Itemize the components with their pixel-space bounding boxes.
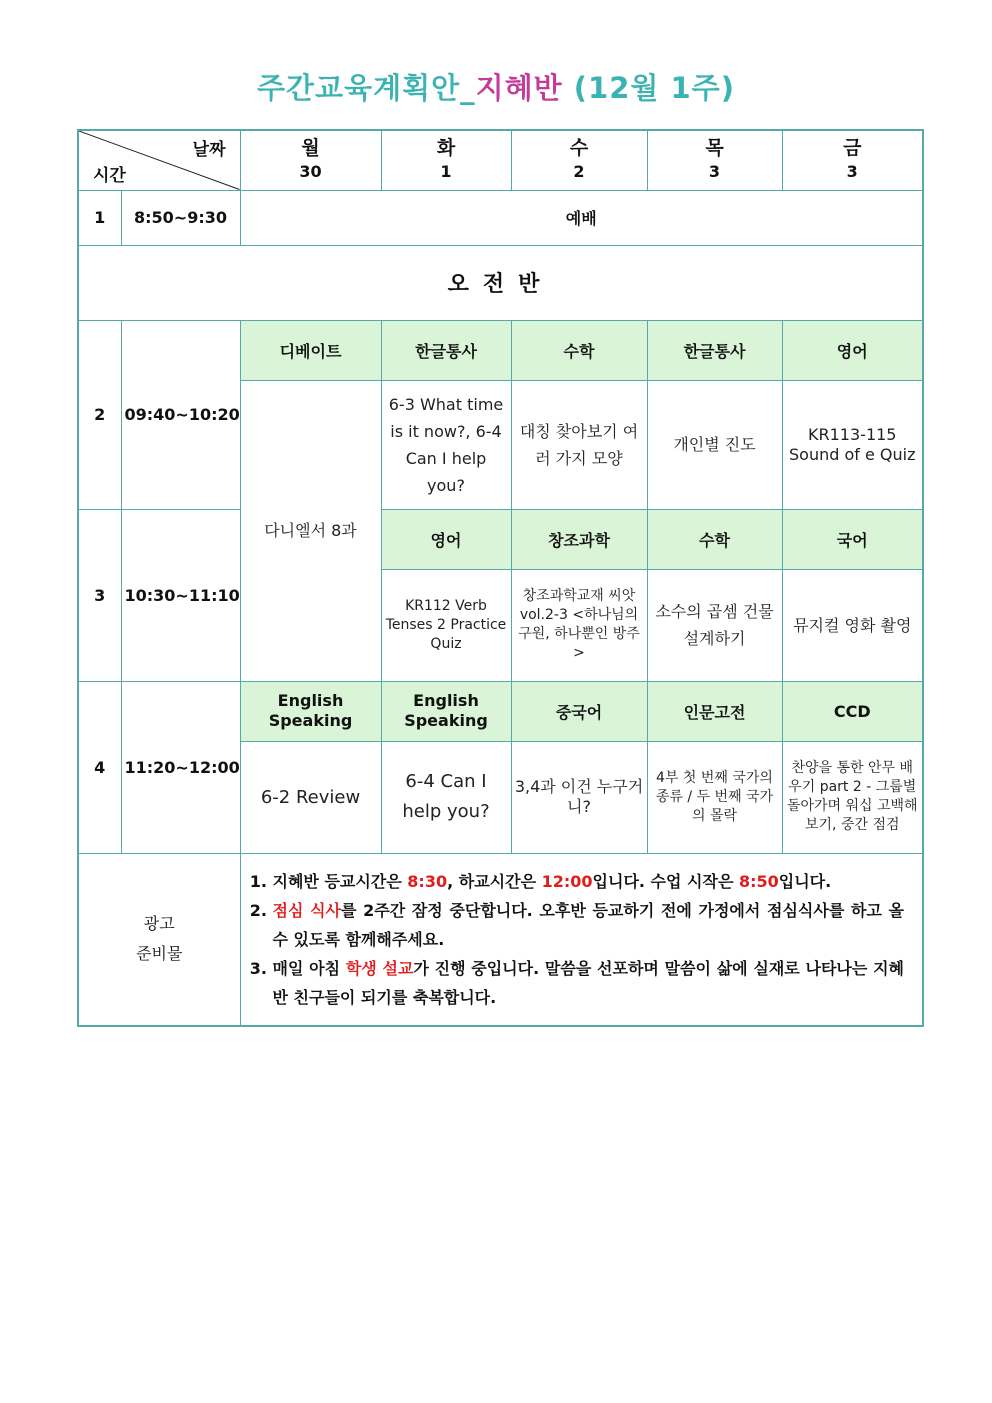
section-row (78, 245, 923, 320)
period-number: 2 (78, 320, 121, 509)
subject-cell: 한글통사 (381, 320, 511, 380)
notice-row (78, 853, 923, 1026)
period-3-subject-row (78, 509, 923, 569)
subject-cell: 창조과학 (511, 509, 647, 569)
title-week: (12월 1주) (562, 71, 735, 105)
content-cell: 다니엘서 8과 (240, 380, 381, 681)
title-class-name: 지혜반 (475, 71, 563, 105)
content-cell: 대칭 찾아보기 여러 가지 모양 (511, 380, 647, 509)
period-time: 8:50~9:30 (121, 190, 240, 245)
period-number: 4 (78, 681, 121, 853)
period-number: 1 (78, 190, 121, 245)
day-header-wed: 수 2 (511, 130, 647, 190)
date-label: 날짜 (192, 140, 226, 160)
content-cell: 3,4과 이건 누구거니? (511, 741, 647, 853)
day-header-tue: 화 1 (381, 130, 511, 190)
morning-section-title: 오전반 (78, 245, 923, 320)
subject-cell: 수학 (647, 509, 782, 569)
period-4-subject-row (78, 681, 923, 741)
day-header-thu: 목 3 (647, 130, 782, 190)
period-time: 09:40~10:20 (121, 320, 240, 509)
period-number: 3 (78, 509, 121, 681)
content-cell: 6-3 What time is it now?, 6-4 Can I help you? (381, 380, 511, 509)
content-cell: 소수의 곱셈 건물 설계하기 (647, 569, 782, 681)
subject-cell: 한글통사 (647, 320, 782, 380)
subject-cell: 국어 (782, 509, 923, 569)
content-cell: 찬양을 통한 안무 배우기 part 2 - 그룹별 돌아가며 워십 고백해보기, 중간 점검 (782, 741, 923, 853)
notice-label-supplies: 준비물 (136, 944, 183, 964)
notice-item-1: 1. 지혜반 등교시간은 8:30, 하교시간은 12:00입니다. 수업 시작은 8:50입니다. (273, 867, 905, 896)
weekly-plan-table (77, 129, 924, 1027)
notice-item-2: 2. 점심 식사를 2주간 잠정 중단합니다. 오후반 등교하기 전에 가정에서 점심식사를 하고 올 수 있도록 함께해주세요. (273, 896, 905, 954)
content-cell: 6-4 Can I help you? (381, 741, 511, 853)
title-prefix: 주간교육계획안_ (257, 71, 476, 105)
period-time: 10:30~11:10 (121, 509, 240, 681)
period-time: 11:20~12:00 (121, 681, 240, 853)
day-header-mon: 월 30 (240, 130, 381, 190)
subject-cell: 영어 (381, 509, 511, 569)
period-2-subject-row (78, 320, 923, 380)
day-header-fri: 금 3 (782, 130, 923, 190)
content-cell: 6-2 Review (240, 741, 381, 853)
subject-cell: 인문고전 (647, 681, 782, 741)
period-1-row (78, 190, 923, 245)
content-cell: 창조과학교재 씨앗 vol.2-3 <하나님의 구원, 하나뿐인 방주> (511, 569, 647, 681)
subject-cell: English Speaking (381, 681, 511, 741)
content-cell: 4부 첫 번째 국가의 종류 / 두 번째 국가의 몰락 (647, 741, 782, 853)
notice-item-3: 3. 매일 아침 학생 설교가 진행 중입니다. 말씀을 선포하며 말씀이 삶에 실재로 나타나는 지혜반 친구들이 되기를 축복합니다. (273, 954, 905, 1012)
worship-activity: 예배 (240, 190, 923, 245)
subject-cell: 중국어 (511, 681, 647, 741)
content-cell: 뮤지컬 영화 촬영 (782, 569, 923, 681)
subject-cell: CCD (782, 681, 923, 741)
content-cell: KR113-115 Sound of e Quiz (782, 380, 923, 509)
subject-cell: 수학 (511, 320, 647, 380)
header-corner (78, 130, 240, 190)
subject-cell: English Speaking (240, 681, 381, 741)
subject-cell: 영어 (782, 320, 923, 380)
subject-cell: 디베이트 (240, 320, 381, 380)
content-cell: 개인별 진도 (647, 380, 782, 509)
notice-label (78, 853, 240, 1026)
notice-label-ads: 광고 (143, 914, 175, 934)
page-title (0, 66, 992, 107)
notice-content (240, 853, 923, 1026)
header-row (78, 130, 923, 190)
content-cell: KR112 Verb Tenses 2 Practice Quiz (381, 569, 511, 681)
time-label: 시간 (93, 165, 126, 186)
